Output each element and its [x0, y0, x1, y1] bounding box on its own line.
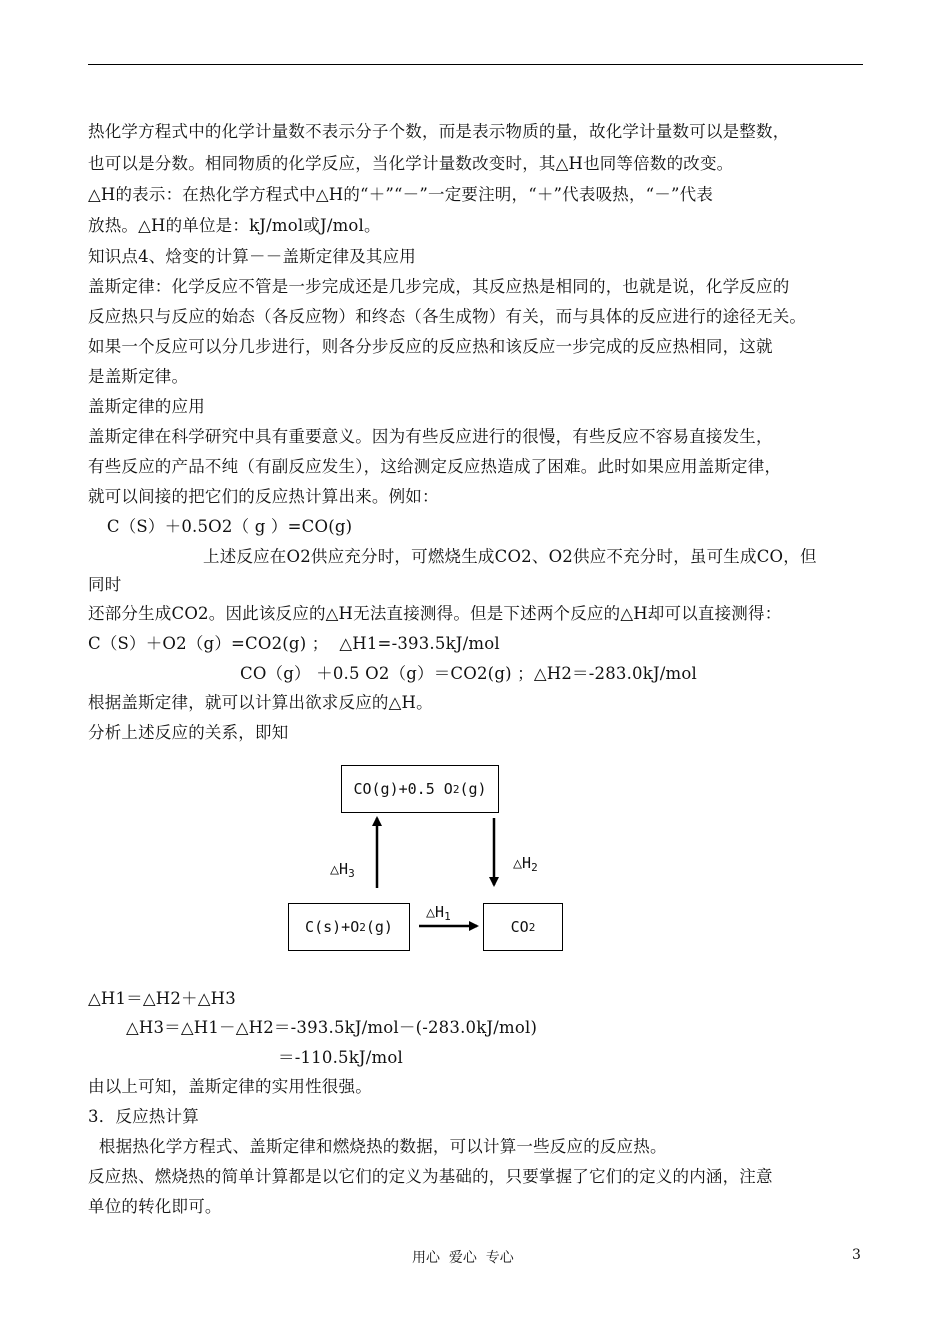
equation-line: C（S）＋O2（g）=CO2(g) ； △H1=-393.5kJ/mol [88, 634, 500, 653]
paragraph-line: 分析上述反应的关系，即知 [88, 723, 289, 742]
footer-motto: 用心 爱心 专心 [412, 1250, 514, 1266]
paragraph-line: 如果一个反应可以分几步进行，则各分步反应的反应热和该反应一步完成的反应热相同，这就 [88, 337, 773, 356]
paragraph-line: 热化学方程式中的化学计量数不表示分子个数，而是表示物质的量，故化学计量数可以是整数， [88, 122, 790, 141]
paragraph-line: 就可以间接的把它们的反应热计算出来。例如： [88, 487, 439, 506]
paragraph-line: 还部分生成CO2。因此该反应的△H无法直接测得。但是下述两个反应的△H却可以直接测得： [88, 604, 782, 623]
section-heading: 3．反应热计算 [88, 1107, 199, 1126]
equation-line: ＝-110.5kJ/mol [278, 1048, 403, 1067]
left-box-c-o2: C(s)+O 2 (g) [288, 903, 410, 951]
subheading: 盖斯定律的应用 [88, 397, 205, 416]
equation-line: C（S）＋0.5O2（ g ）=CO(g) [96, 517, 353, 536]
paragraph-line: 有些反应的产品不纯（有副反应发生），这给测定反应热造成了困难。此时如果应用盖斯定律， [88, 457, 782, 476]
top-box-co-o2: CO(g)+0.5 O 2 (g) [341, 765, 499, 813]
paragraph-line: 反应热、燃烧热的简单计算都是以它们的定义为基础的，只要掌握了它们的定义的内涵，注意 [88, 1167, 773, 1186]
paragraph-line: 放热。△H的单位是：kJ/mol或J/mol。 [88, 216, 381, 235]
paragraph-line: △H的表示：在热化学方程式中△H的“＋”“－”一定要注明，“＋”代表吸热，“－”代表 [88, 185, 714, 204]
dh3-label: $\triangle H_3$ [330, 860, 355, 880]
equation-line: △H1＝△H2＋△H3 [88, 989, 236, 1008]
paragraph-line: 根据热化学方程式、盖斯定律和燃烧热的数据，可以计算一些反应的反应热。 [88, 1137, 667, 1156]
paragraph-line: 根据盖斯定律，就可以计算出欲求反应的△H。 [88, 693, 433, 712]
dh2-label: $\triangle H_2$ [513, 854, 538, 874]
paragraph-line: 也可以是分数。相同物质的化学反应，当化学计量数改变时，其△H也同等倍数的改变。 [88, 154, 734, 173]
paragraph-line: 盖斯定律在科学研究中具有重要意义。因为有些反应进行的很慢，有些反应不容易直接发生， [88, 427, 773, 446]
paragraph-line: 盖斯定律：化学反应不管是一步完成还是几步完成，其反应热是相同的，也就是说，化学反应的 [88, 277, 790, 296]
paragraph-line: 上述反应在O2供应充分时，可燃烧生成CO2、O2供应不充分时，虽可生成CO，但 [203, 547, 817, 566]
equation-line: △H3＝△H1－△H2＝-393.5kJ/mol－(-283.0kJ/mol) [126, 1018, 538, 1037]
page-number: 3 [852, 1247, 861, 1263]
paragraph-line: 同时 [88, 575, 122, 594]
paragraph-line: 是盖斯定律。 [88, 367, 189, 386]
paragraph-line: 单位的转化即可。 [88, 1197, 222, 1216]
paragraph-line: 反应热只与反应的始态（各反应物）和终态（各生成物）有关，而与具体的反应进行的途径无关。 [88, 307, 807, 326]
section-heading: 知识点4、焓变的计算－－盖斯定律及其应用 [88, 247, 416, 266]
right-box-co2: CO 2 [483, 903, 563, 951]
equation-line: CO（g） ＋0.5 O2（g）＝CO2(g) ；△H2＝-283.0kJ/mol [240, 664, 697, 683]
dh1-label: $\triangle H_1$ [426, 903, 451, 923]
paragraph-line: 由以上可知，盖斯定律的实用性很强。 [88, 1077, 372, 1096]
